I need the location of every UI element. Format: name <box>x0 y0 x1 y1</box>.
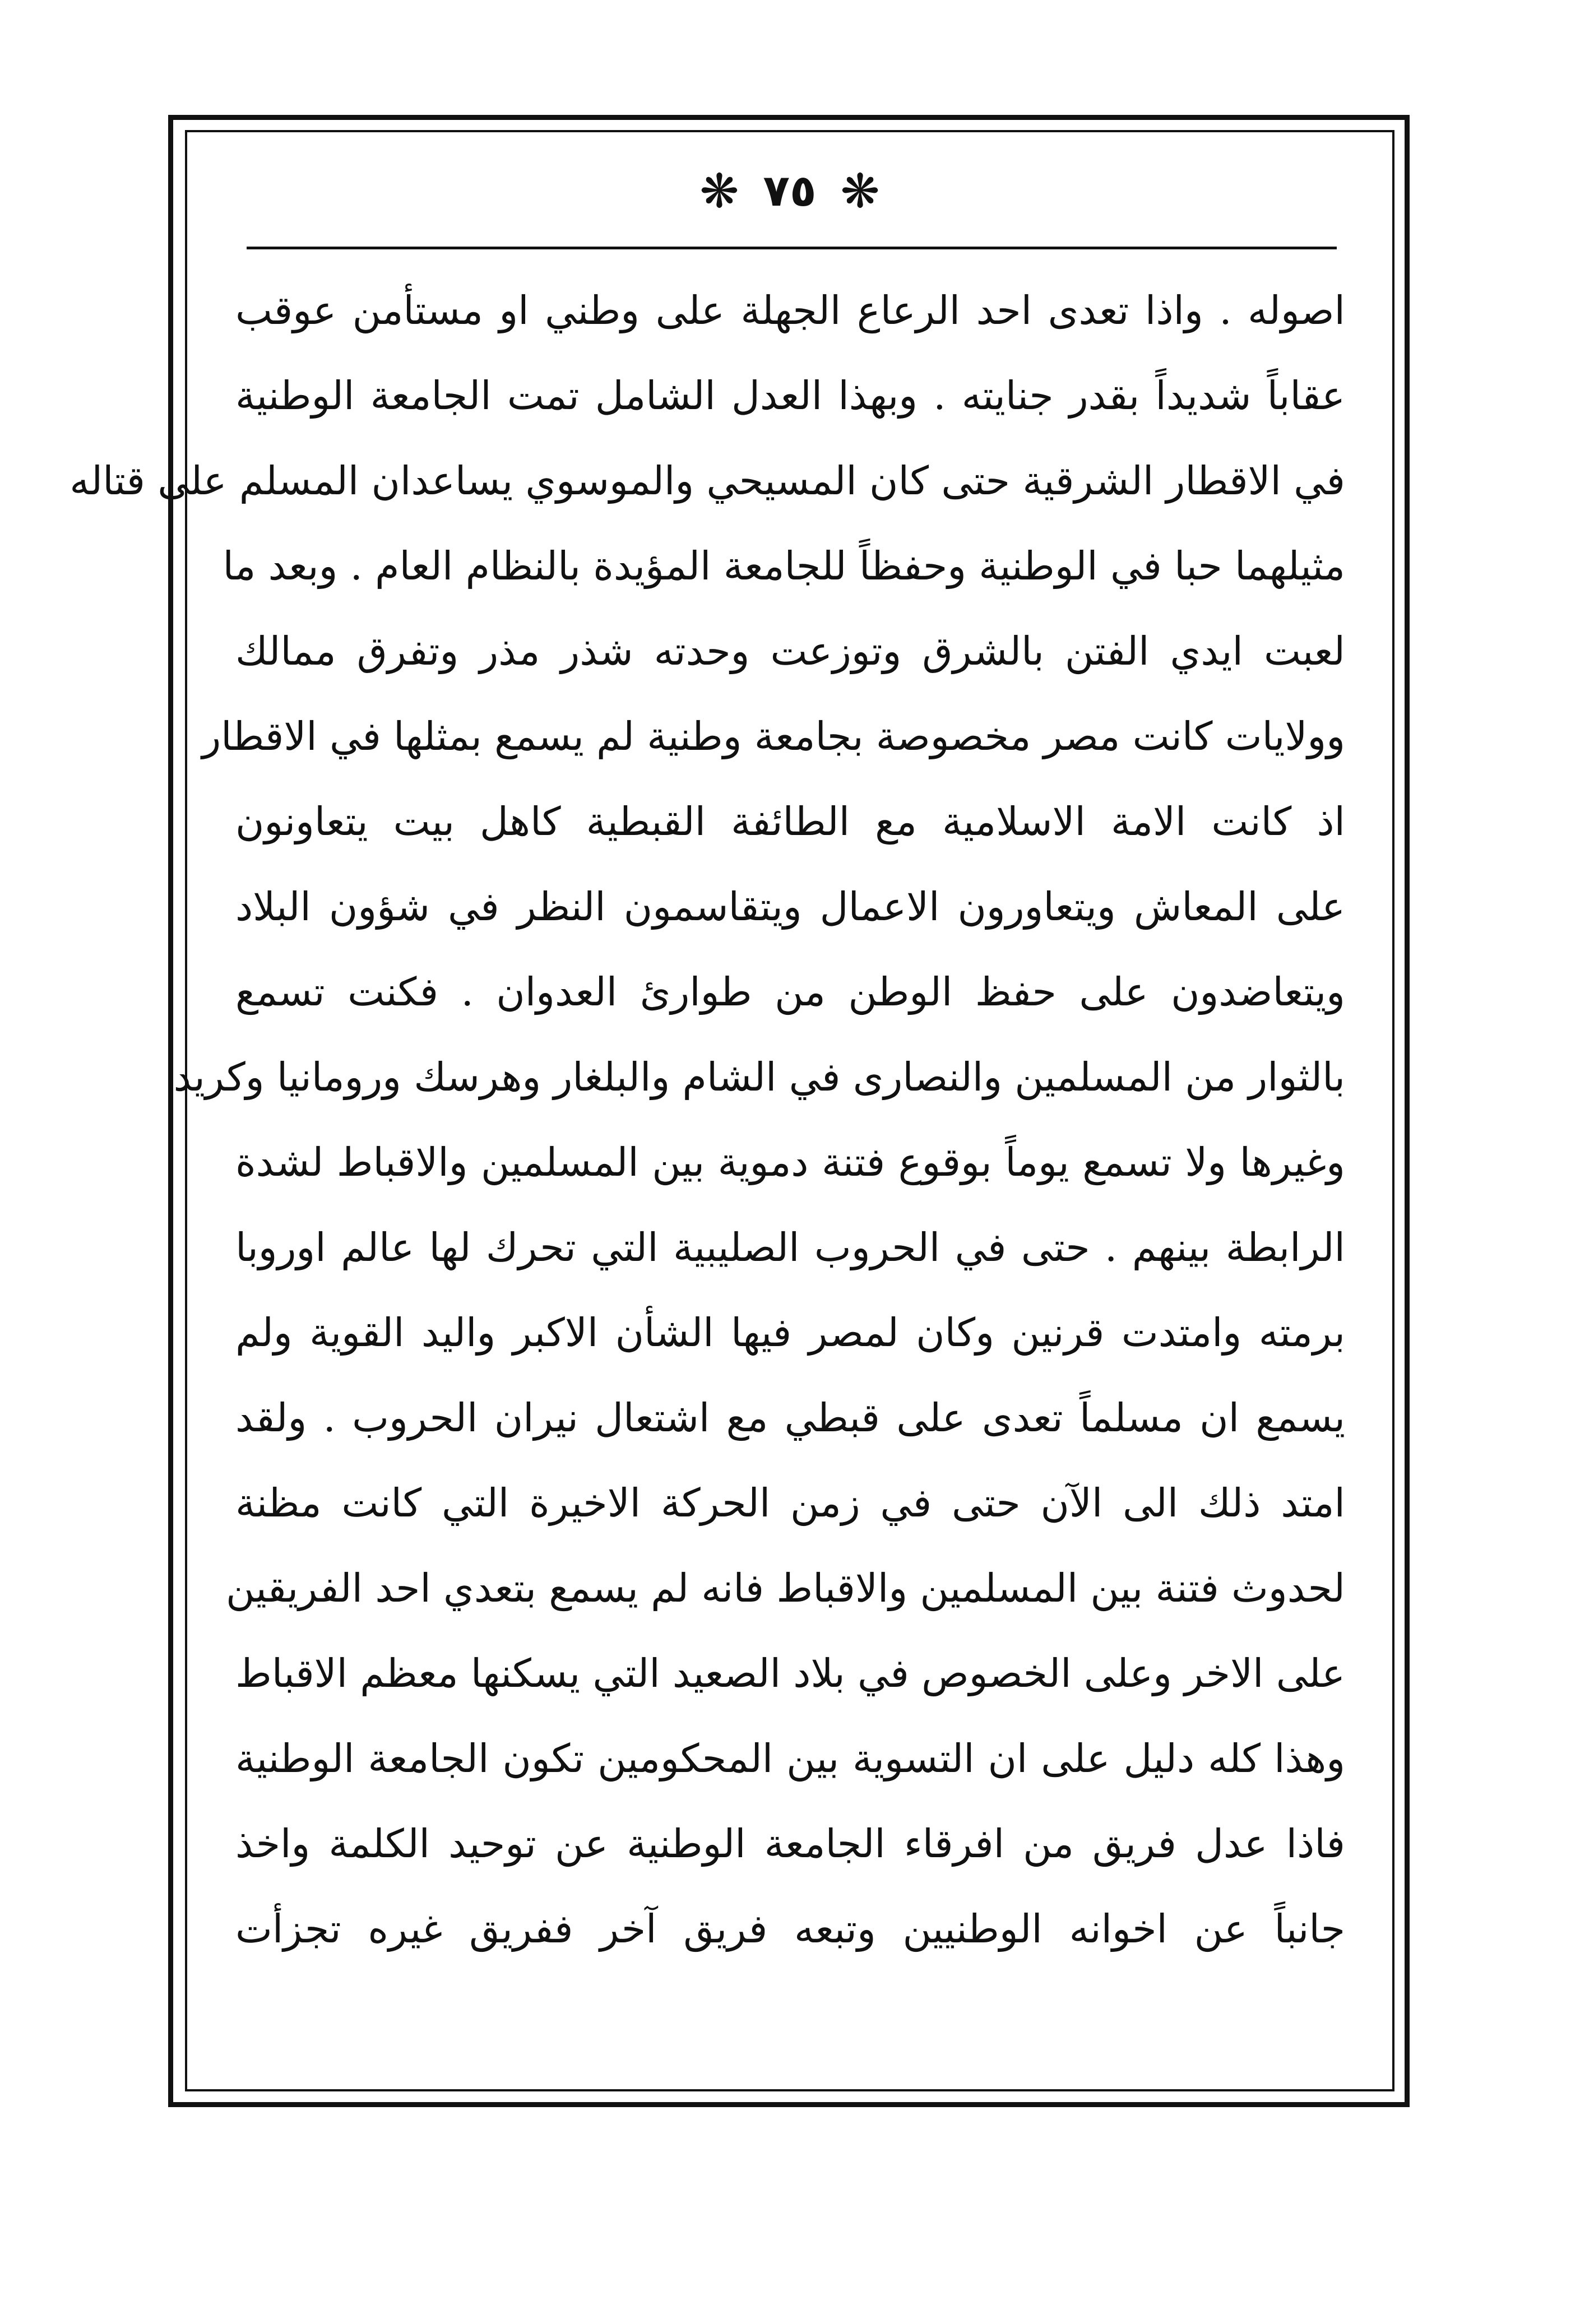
text-line: بالثوار من المسلمين والنصارى في الشام والبلغار وهرسك ورومانيا وكريد <box>173 1054 1345 1100</box>
text-line: لحدوث فتنة بين المسلمين والاقباط فانه لم يسمع بتعدي احد الفريقين <box>225 1565 1345 1611</box>
text-line: في الاقطار الشرقية حتى كان المسيحي والموسوي يساعدان المسلم على قتاله <box>69 458 1345 504</box>
text-line: جانباً عن اخوانه الوطنيين وتبعه فريق آخر ففريق غيره تجزأت <box>235 1906 1345 1952</box>
text-line: فاذا عدل فريق من افرقاء الجامعة الوطنية عن توحيد الكلمة واخذ <box>235 1821 1345 1867</box>
header-divider <box>247 247 1337 249</box>
ornament-right-icon: ❋ <box>840 163 880 219</box>
text-line: برمته وامتدت قرنين وكان لمصر فيها الشأن الاكبر واليد القوية ولم <box>235 1310 1345 1356</box>
page-header <box>185 160 1394 219</box>
text-line: مثيلهما حبا في الوطنية وحفظاً للجامعة المؤيدة بالنظام العام . وبعد ما <box>223 543 1345 589</box>
text-line: ويتعاضدون على حفظ الوطن من طوارئ العدوان . فكنت تسمع <box>235 969 1345 1015</box>
text-line: وولايات كانت مصر مخصوصة بجامعة وطنية لم يسمع بمثلها في الاقطار <box>202 713 1345 759</box>
text-line: الرابطة بينهم . حتى في الحروب الصليبية التي تحرك لها عالم اوروبا <box>235 1224 1345 1270</box>
text-line: يسمع ان مسلماً تعدى على قبطي مع اشتعال نيران الحروب . ولقد <box>235 1395 1345 1441</box>
text-line: وهذا كله دليل على ان التسوية بين المحكومين تكون الجامعة الوطنية <box>235 1736 1345 1782</box>
text-line: لعبت ايدي الفتن بالشرق وتوزعت وحدته شذر مذر وتفرق ممالك <box>235 628 1345 674</box>
text-line: اصوله . واذا تعدى احد الرعاع الجهلة على وطني او مستأمن عوقب <box>235 287 1345 333</box>
body-text <box>69 268 1345 1972</box>
text-line: على الاخر وعلى الخصوص في بلاد الصعيد التي يسكنها معظم الاقباط <box>235 1650 1345 1696</box>
ornament-left-icon: ❋ <box>699 163 739 219</box>
page-number: ٧٥ <box>763 165 817 216</box>
text-line: اذ كانت الامة الاسلامية مع الطائفة القبطية كاهل بيت يتعاونون <box>235 799 1345 845</box>
text-line: وغيرها ولا تسمع يوماً بوقوع فتنة دموية بين المسلمين والاقباط لشدة <box>235 1139 1345 1185</box>
text-line: على المعاش ويتعاورون الاعمال ويتقاسمون النظر في شؤون البلاد <box>235 884 1345 930</box>
text-line: امتد ذلك الى الآن حتى في زمن الحركة الاخيرة التي كانت مظنة <box>235 1480 1345 1526</box>
text-line: عقاباً شديداً بقدر جنايته . وبهذا العدل الشامل تمت الجامعة الوطنية <box>235 373 1345 419</box>
